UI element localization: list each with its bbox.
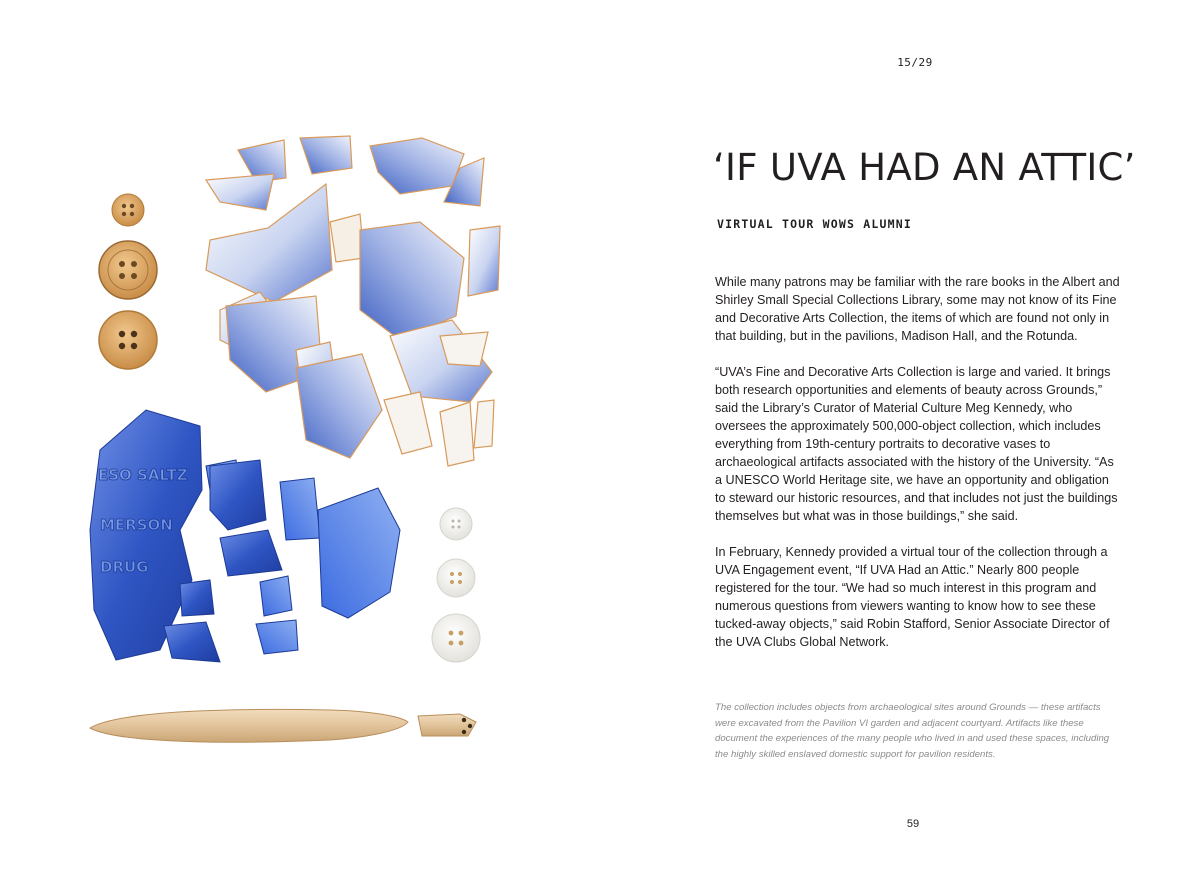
body-paragraph: In February, Kennedy provided a virtual tour of the collection through a UVA Engagement event, “If UVA Had an Attic.” Nearly 800 people registered for the tour. “We had so much interest in this program and numerous questions from viewers wanting to know how to see these tucked-away objects,” said Robin Stafford, Senior Associate Director of the UVA Clubs Global Network. [715, 545, 1110, 649]
body-paragraph: “UVA’s Fine and Decorative Arts Collection is large and varied. It brings both research opportunities and elements of beauty across Grounds,” said the Library’s Curator of Material Culture Meg Kennedy, who oversees the approximately 500,000-object collection, which includes everything from 19th-century portraits to decorative vases to archaeological artifacts associated with the history of the University. “As a UNESCO World Heritage site, we have an opportunity and obligation to steward our historic resources, and that includes not just the buildings themselves but what was in those buildings,” she said. [715, 365, 1118, 523]
svg-text:MERSON: MERSON [100, 516, 173, 534]
page-number: 59 [906, 818, 920, 830]
article-title: ‘IF UVA HAD AN ATTIC’ [713, 146, 1136, 189]
svg-text:DRUG: DRUG [100, 558, 149, 576]
article-body [715, 273, 1120, 669]
porcelain-buttons [432, 508, 480, 662]
photo-caption: The collection includes objects from archaeological sites around Grounds — these artifacts were excavated from the Pavilion VI garden and adjacent courtyard. Artifacts like these document the experiences of the many people who lived in and used these spaces, including the highly skilled enslaved domestic support for pavilion residents. [715, 702, 1110, 760]
bone-utensil-handle [90, 709, 476, 742]
artifact-photo [60, 110, 530, 790]
body-paragraph: While many patrons may be familiar with the rare books in the Albert and Shirley Small Special Collections Library, some may not know of its Fine and Decorative Arts Collection, the items of which are found not only in that building, but in the pavilions, Madison Hall, and the Rotunda. [715, 275, 1120, 343]
svg-text:ESO SALTZ: ESO SALTZ [98, 466, 188, 484]
bone-buttons [99, 194, 157, 369]
article-subtitle: VIRTUAL TOUR WOWS ALUMNI [717, 217, 912, 231]
transferware-sherds [206, 136, 500, 466]
page-indicator: 15/29 [897, 56, 933, 69]
